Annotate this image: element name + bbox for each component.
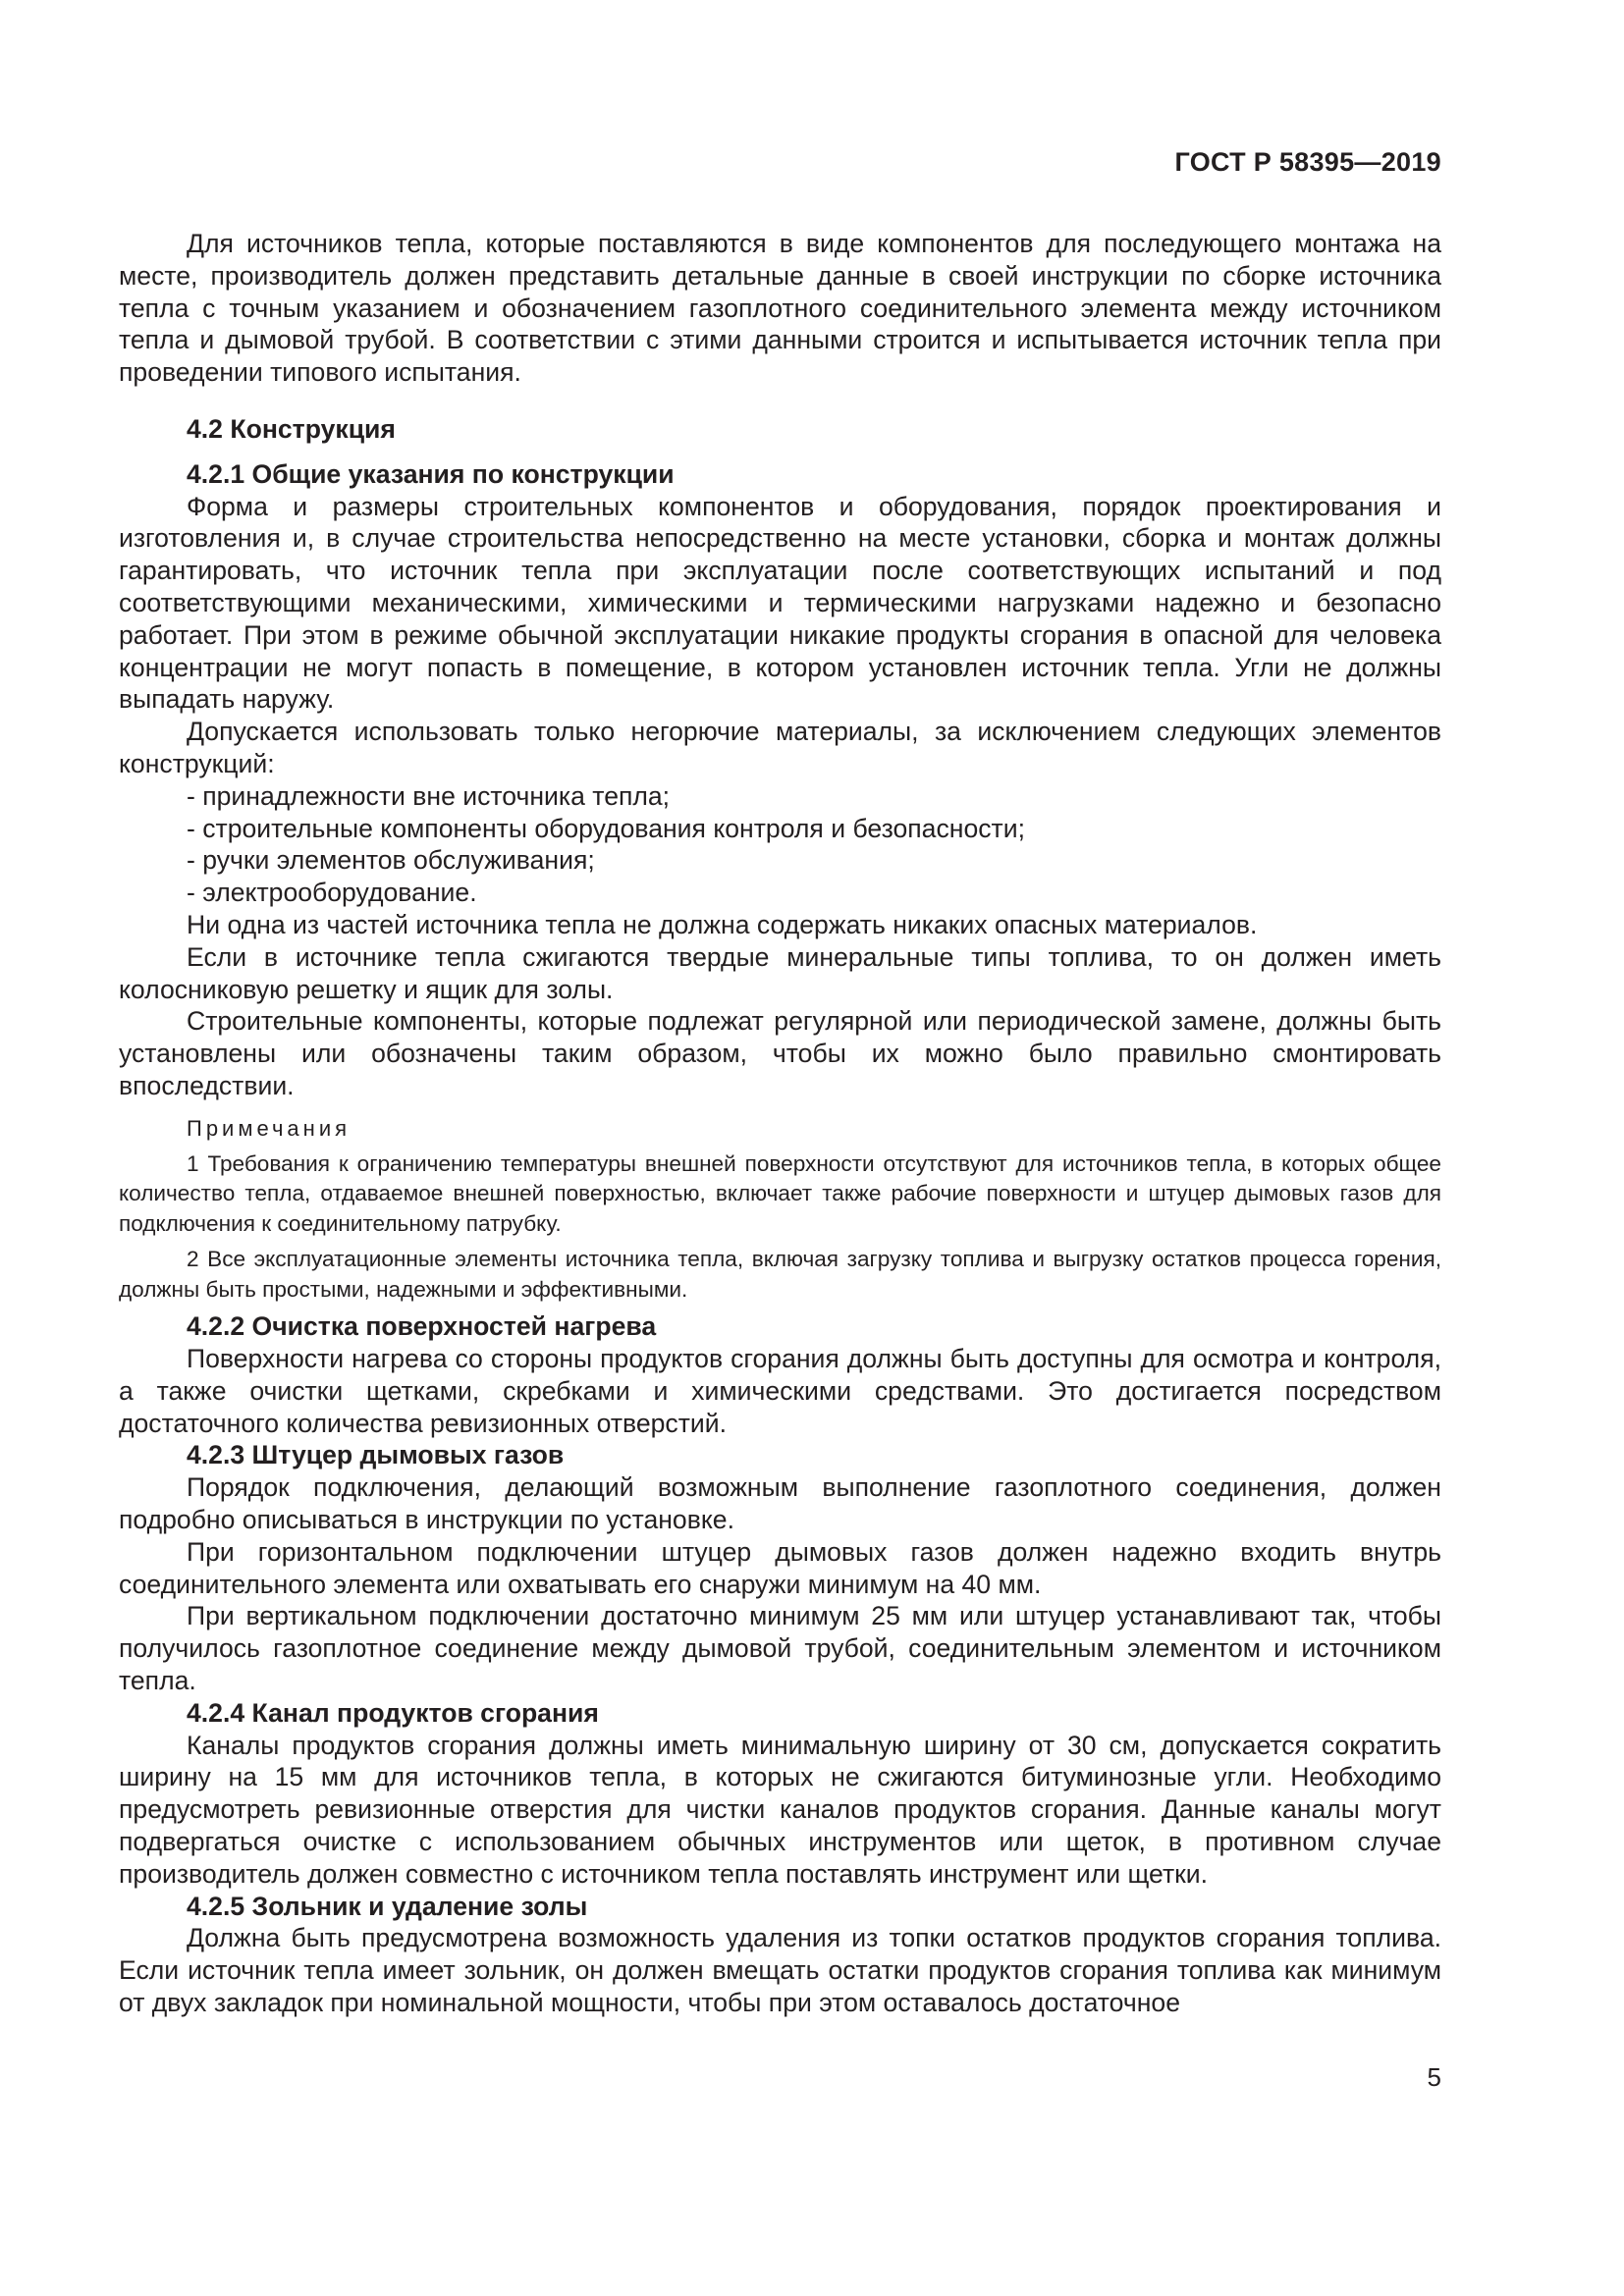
section-4-2-1-paragraph: Форма и размеры строительных компонентов и оборудования, порядок проектирования и изготовления и, в случае строительства непосредственно на месте установки, сборка и монтаж должны гарантировать, что источник тепла при эксплуатации после соответствующих испытаний и под соответствующими механическими, химическими и термическими нагрузками надежно и безопасно работает. При этом в режиме обычной эксплуатации никакие продукты сгорания в опасной для человека концентрации не могут попасть в помещение, в котором установлен источник тепла. Угли не должны выпадать наружу. xyxy=(119,491,1441,715)
section-4-2-1-paragraph: Допускается использовать только негорючие материалы, за исключением следующих элементов конструкций: xyxy=(119,717,1441,778)
section-4-2-1-title: 4.2.1 Общие указания по конструкции xyxy=(187,458,675,489)
section-4-2-4-title: 4.2.4 Канал продуктов сгорания xyxy=(187,1697,599,1728)
materials-exception-list xyxy=(119,780,1441,909)
section-4-2-1-paragraph: Если в источнике тепла сжигаются твердые минеральные типы топлива, то он должен иметь колосниковую решетку и ящик для золы. xyxy=(119,941,1441,1004)
section-4-2-1-paragraph: Строительные компоненты, которые подлежат регулярной или периодической замене, должны быть установлены или обозначены таким образом, чтобы их можно было правильно смонтировать впоследствии. xyxy=(119,1006,1441,1100)
section-4-2-4-paragraph: Каналы продуктов сгорания должны иметь минимальную ширину от 30 см, допускается сократить ширину на 15 мм для источников тепла, в которых не сжигаются битуминозные угли. Необходимо предусмотреть ревизионные отверстия для чистки каналов продуктов сгорания. Данные каналы могут подвергаться очистке с использованием обычных инструментов или щеток, в противном случае производитель должен совместно с источником тепла поставлять инструмент или щетки. xyxy=(119,1730,1441,1889)
standard-code-header: ГОСТ Р 58395—2019 xyxy=(1174,147,1441,177)
section-4-2-3-paragraph: Порядок подключения, делающий возможным выполнение газоплотного соединения, должен подробно описываться в инструкции по установке. xyxy=(119,1472,1441,1534)
section-4-2-2-title: 4.2.2 Очистка поверхностей нагрева xyxy=(187,1311,657,1342)
section-4-2-2-paragraph: Поверхности нагрева со стороны продуктов сгорания должны быть доступны для осмотра и контроля, а также очистки щетками, скребками и химическими средствами. Это достигается посредством достаточного количества ревизионных отверстий. xyxy=(119,1344,1441,1438)
section-4-2-5-paragraph: Должна быть предусмотрена возможность удаления из топки остатков продуктов сгорания топлива. Если источник тепла имеет зольник, он должен вмещать остатки продуктов сгорания топлива как минимум от двух закладок при номинальной мощности, чтобы при этом оставалось достаточное xyxy=(119,1923,1441,2017)
notes-title: Примечания xyxy=(187,1115,352,1141)
section-4-2-3-paragraph: При горизонтальном подключении штуцер дымовых газов должен надежно входить внутрь соединительного элемента или охватывать его снаружи минимум на 40 мм. xyxy=(119,1536,1441,1599)
intro-paragraph: Для источников тепла, которые поставляются в виде компонентов для последующего монтажа на месте, производитель должен представить детальные данные в своей инструкции по сборке источника тепла с точным указанием и обозначением газоплотного соединительного элемента между источником тепла и дымовой трубой. В соответствии с этими данными строится и испытывается источник тепла при проведении типового испытания. xyxy=(119,229,1441,388)
note-item: 2 Все эксплуатационные элементы источника тепла, включая загрузку топлива и выгрузку остатков процесса горения, должны быть простыми, надежными и эффективными. xyxy=(119,1247,1441,1302)
note-item: 1 Требования к ограничению температуры внешней поверхности отсутствуют для источников тепла, в которых общее количество тепла, отдаваемое внешней поверхностью, включает также рабочие поверхности и штуцер дымовых газов для подключения к соединительному патрубку. xyxy=(119,1150,1441,1236)
list-item: - принадлежности вне источника тепла; xyxy=(187,780,671,811)
section-4-2-5-title: 4.2.5 Зольник и удаление золы xyxy=(187,1891,588,1921)
document-body xyxy=(119,228,1441,2019)
list-item: - ручки элементов обслуживания; xyxy=(187,845,595,876)
section-4-2-1-paragraph: Ни одна из частей источника тепла не должна содержать никаких опасных материалов. xyxy=(187,909,1258,939)
list-item: - строительные компоненты оборудования контроля и безопасности; xyxy=(187,813,1025,843)
list-item: - электрооборудование. xyxy=(187,878,477,908)
section-4-2-title: 4.2 Конструкция xyxy=(187,413,396,444)
page-number: 5 xyxy=(1427,2062,1441,2092)
section-4-2-3-title: 4.2.3 Штуцер дымовых газов xyxy=(187,1440,565,1470)
section-4-2-3-paragraph: При вертикальном подключении достаточно минимум 25 мм или штуцер устанавливают так, чтобы получилось газоплотное соединение между дымовой трубой, соединительным элементом и источником тепла. xyxy=(119,1601,1441,1695)
